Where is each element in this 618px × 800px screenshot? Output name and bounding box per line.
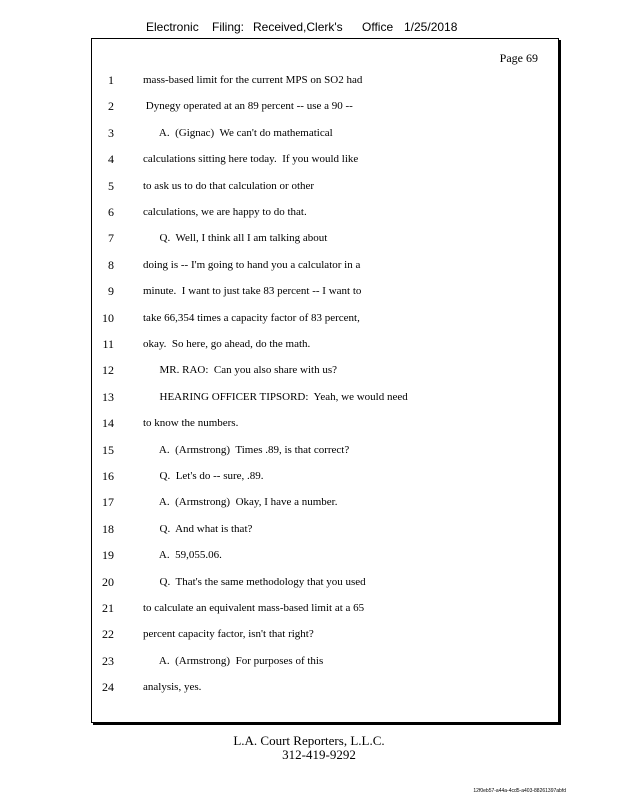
line-number: 4 xyxy=(108,152,114,167)
filing-header xyxy=(0,20,618,38)
line-text: minute. I want to just take 83 percent -- I want to xyxy=(143,285,362,298)
line-text: A. (Armstrong) For purposes of this xyxy=(143,654,324,667)
line-number: 7 xyxy=(108,231,114,246)
transcript-page xyxy=(91,38,559,723)
line-number: 10 xyxy=(102,310,114,325)
line-text: Q. Let's do -- sure, .89. xyxy=(143,470,264,482)
line-number: 8 xyxy=(108,257,114,272)
footer-phone: 312-419-9292 xyxy=(282,747,356,762)
line-number: 11 xyxy=(102,337,114,351)
line-text: Q. Well, I think all I am talking about xyxy=(143,232,328,245)
line-text: A. (Gignac) We can't do mathematical xyxy=(143,126,333,139)
line-number: 23 xyxy=(102,653,114,668)
line-text: calculations, we are happy to do that. xyxy=(143,206,307,218)
line-text: A. (Armstrong) Okay, I have a number. xyxy=(143,496,338,509)
header-filing: Filing: xyxy=(212,20,245,34)
line-number: 14 xyxy=(102,416,114,431)
line-number: 13 xyxy=(102,389,114,404)
line-text: okay. So here, go ahead, do the math. xyxy=(143,338,311,350)
line-text: calculations sitting here today. If you would like xyxy=(143,153,359,166)
line-number: 20 xyxy=(102,574,114,589)
line-number: 3 xyxy=(108,125,114,140)
line-text: mass-based limit for the current MPS on SO2 had xyxy=(143,74,363,86)
line-number: 22 xyxy=(102,627,114,642)
line-text: percent capacity factor, isn't that right? xyxy=(143,628,314,641)
line-text: to ask us to do that calculation or other xyxy=(143,179,315,192)
line-text: to calculate an equivalent mass-based limit at a 65 xyxy=(143,602,365,614)
footer-company: L.A. Court Reporters, L.L.C. xyxy=(233,733,385,748)
header-date: 1/25/2018 xyxy=(404,20,458,34)
line-number: 19 xyxy=(102,548,114,563)
line-number: 6 xyxy=(108,205,114,219)
line-text: analysis, yes. xyxy=(143,681,202,694)
line-text: to know the numbers. xyxy=(143,417,239,430)
line-number: 24 xyxy=(102,680,114,695)
line-text: take 66,354 times a capacity factor of 83 percent, xyxy=(143,311,360,324)
line-number: 2 xyxy=(108,99,114,114)
page-number: Page 69 xyxy=(499,51,538,65)
line-number: 1 xyxy=(108,73,114,87)
header-received: Received,Clerk's xyxy=(253,20,343,34)
line-text: doing is -- I'm going to hand you a calculator in a xyxy=(143,258,361,271)
line-text: Q. That's the same methodology that you used xyxy=(143,575,366,588)
line-number: 21 xyxy=(102,601,114,615)
line-text: Dynegy operated at an 89 percent -- use a 90 -- xyxy=(143,100,353,113)
line-number: 18 xyxy=(102,521,114,536)
line-text: HEARING OFFICER TIPSORD: Yeah, we would need xyxy=(143,390,408,403)
document-hash: 12f0eb57-a44a-4cd5-a403-88261397abfd xyxy=(473,788,566,794)
line-number: 17 xyxy=(102,495,114,510)
header-office: Office xyxy=(362,20,394,34)
line-number: 15 xyxy=(102,442,114,457)
line-number: 12 xyxy=(102,363,114,378)
line-text: A. 59,055.06. xyxy=(143,549,222,562)
line-number: 5 xyxy=(108,178,114,193)
header-electronic: Electronic xyxy=(146,20,199,34)
line-text: MR. RAO: Can you also share with us? xyxy=(143,364,338,377)
line-number: 16 xyxy=(102,469,114,483)
line-text: A. (Armstrong) Times .89, is that correct? xyxy=(143,443,350,456)
line-text: Q. And what is that? xyxy=(143,522,253,535)
line-number: 9 xyxy=(108,284,114,299)
